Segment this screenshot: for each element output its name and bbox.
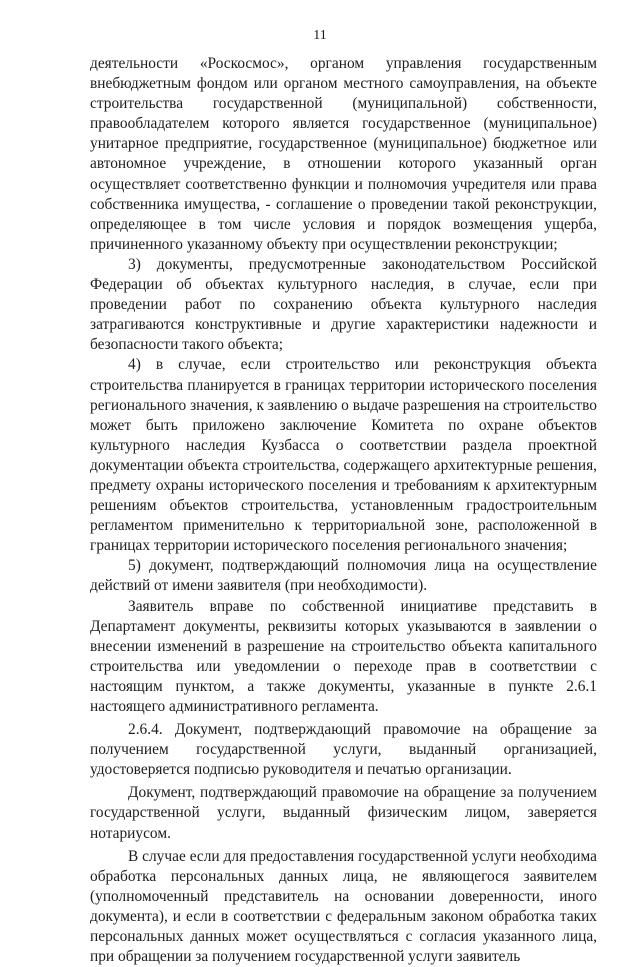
paragraph-item-4: 4) в случае, если строительство или реконструкция объекта строительства планируется в границах территории исторического поселения регионального значения, к заявлению о выдаче разрешения на строительство может быть приложено заключение Комитета по охране объектов культурного наследия Кузбасса о соответствии раздела проектной документации объекта строительства, содержащего архитектурные решения, предмету охраны исторического поселения и требованиям к архитектурным решениям объектов строительства, установленным градостроительным регламентом применительно к территориальной зоне, расположенной в границах территории исторического поселения регионального значения; bbox=[90, 356, 597, 555]
paragraph-notary: Документ, подтверждающий правомочие на обращение за получением государственной услуги, выданный физическим лицом, заверяется нотариусом. bbox=[90, 784, 597, 842]
paragraph-item-3: 3) документы, предусмотренные законодательством Российской Федерации об объектах культурного наследия, в случае, если при проведении работ по сохранению объекта культурного наследия затрагиваются конструктивные и другие характеристики надежности и безопасности такого объекта; bbox=[90, 255, 597, 354]
paragraph-personal-data: В случае если для предоставления государственной услуги необходима обработка персональных данных лица, не являющегося заявителем (уполномоченный представитель на основании доверенности, иного документа), и если в соответствии с федеральным законом обработка таких персональных данных может осуществляться с согласия указанного лица, при обращении за получением государственной услуги заявитель bbox=[90, 847, 597, 966]
paragraph-2-6-4: 2.6.4. Документ, подтверждающий правомочие на обращение за получением государственной услуги, выданный организацией, удостоверяется подписью руководителя и печатью организации. bbox=[90, 721, 597, 779]
paragraph-item-5: 5) документ, подтверждающий полномочия лица на осуществление действий от имени заявителя (при необходимости). bbox=[90, 557, 597, 595]
document-body bbox=[90, 54, 597, 967]
paragraph-continuation: деятельности «Роскосмос», органом управления государственным внебюджетным фондом или органом местного самоуправления, на объекте строительства государственной (муниципальной) собственности, правообладателем которого является государственное (муниципальное) унитарное предприятие, государственное (муниципальное) бюджетное или автономное учреждение, в отношении которого указанный орган осуществляет соответственно функции и полномочия учредителя или права собственника имущества, - соглашение о проведении такой реконструкции, определяющее в том числе условия и порядок возмещения ущерба, причиненного указанному объекту при осуществлении реконструкции; bbox=[90, 55, 597, 253]
paragraph-applicant-right: Заявитель вправе по собственной инициативе представить в Департамент документы, реквизиты которых указываются в заявлении о внесении изменений в разрешение на строительство объекта капитального строительства или уведомлении о переходе прав в соответствии с настоящим пунктом, а также документы, указанные в пункте 2.6.1 настоящего административного регламента. bbox=[90, 597, 597, 715]
page-number: 11 bbox=[313, 28, 327, 43]
